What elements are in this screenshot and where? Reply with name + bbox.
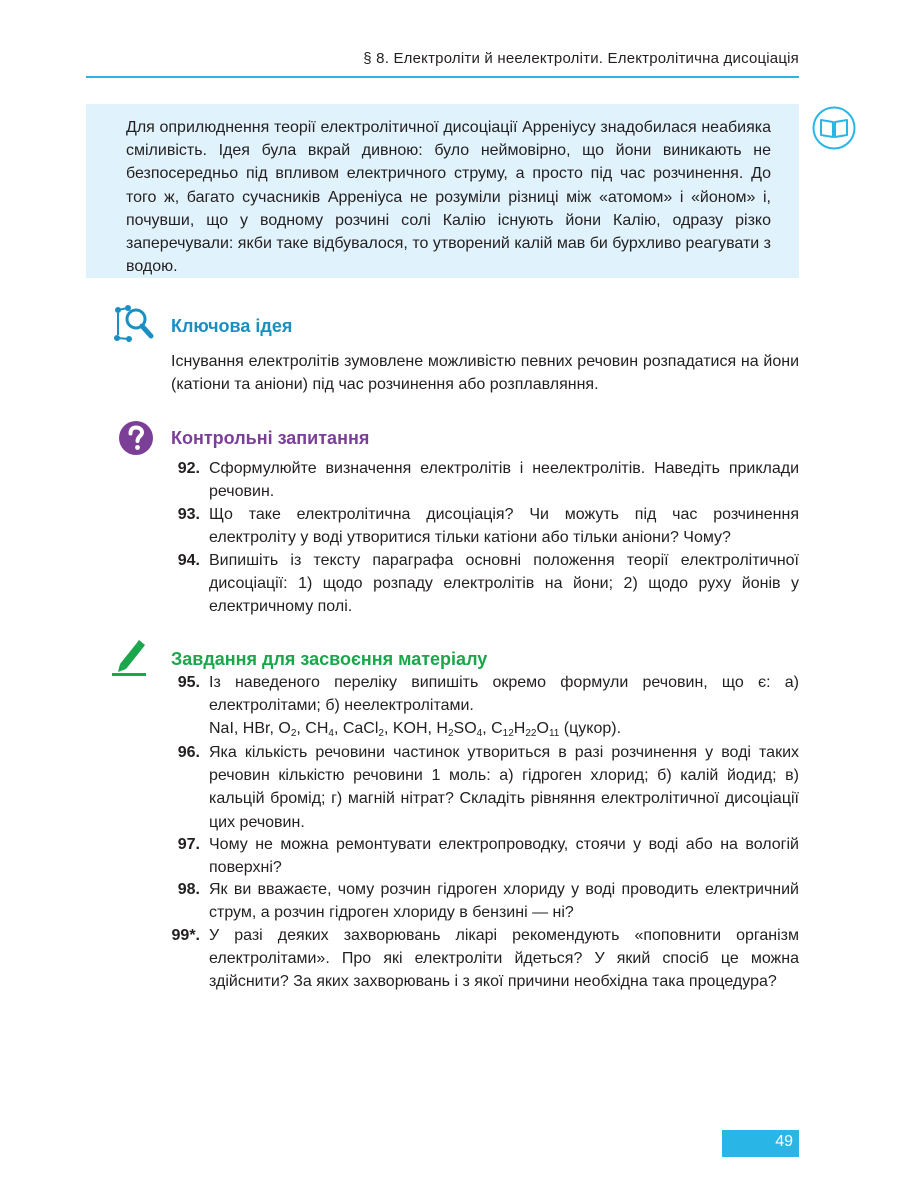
running-header: § 8. Електроліти й неелектроліти. Електролітична дисоціація: [363, 50, 799, 67]
task-item: [150, 924, 799, 994]
questions-heading: Контрольні запитання: [171, 428, 370, 448]
book-icon: [812, 106, 856, 150]
key-idea-heading: Ключова ідея: [171, 316, 293, 336]
task-number: 95.: [177, 674, 200, 691]
task-text: Чому не можна ремонтувати електропроводку, стоячи у воді або на вологій поверхні?: [209, 836, 799, 877]
question-item: [150, 503, 799, 549]
task-number: 97.: [177, 836, 200, 853]
question-text: Сформулюйте визначення електролітів і неелектролітів. Наведіть приклади речовин.: [209, 460, 799, 501]
formula-list: NaI, HBr, $O_2$, $CH_4$, CaCl$_2$, KOH, $H_2SO_4$, $C_{12}H_{22}O_{11}$ (цукор).: [209, 720, 622, 740]
magnifier-molecule-icon: [110, 303, 154, 345]
task-text: Яка кількість речовини частинок утвориться в разі розчинення у воді таких речовин кількістю речовини 1 моль: а) гідроген хлорид; б) калій йодид; в) кальцій бромід; г) магній нітрат? Складіть рівняння електролітичної дисоціації цих речовин.: [209, 744, 799, 831]
task-item: [150, 741, 799, 834]
key-idea-text: Існування електролітів зумовлене можливістю певних речовин розпадатися на йони (катіони та аніони) під час розчинення або розплавляння.: [171, 353, 799, 394]
task-item: [150, 671, 799, 741]
task-text-body: Із наведеного переліку випишіть окремо формули речовин, що є: а) електролітами; б) неелектролітами.: [209, 674, 799, 715]
question-item: [150, 549, 799, 619]
task-text: [209, 671, 799, 741]
task-number: 99*.: [171, 927, 200, 944]
question-item: [150, 457, 799, 503]
historical-note-box: [86, 104, 799, 278]
question-text: Що таке електролітична дисоціація? Чи можуть під час розчинення електроліту у воді утворитися тільки катіони або тільки аніони? Чому?: [209, 506, 799, 547]
question-mark-icon: [118, 420, 154, 456]
question-number: 92.: [177, 460, 200, 477]
question-number: 93.: [177, 506, 200, 523]
tasks-heading: Завдання для засвоєння матеріалу: [171, 649, 488, 669]
page-number: 49: [722, 1130, 799, 1157]
question-number: 94.: [177, 552, 200, 569]
task-item: [150, 833, 799, 879]
task-number: 98.: [177, 881, 200, 898]
task-text: У разі деяких захворювань лікарі рекомендують «поповнити організм електролітами». Про які електроліти йдеться? У який спосіб це можна здійснити? За яких захворювань і з якої причини необхідна така процедура?: [209, 927, 799, 991]
task-item: [150, 878, 799, 924]
task-text: Як ви вважаєте, чому розчин гідроген хлориду у воді проводить електричний струм, а розчин гідроген хлориду в бензині — ні?: [209, 881, 799, 922]
pencil-icon: [110, 638, 150, 678]
historical-note-text: Для оприлюднення теорії електролітичної дисоціації Арреніусу знадобилася неабияка сміливість. Ідея була вкрай дивною: було неймовірно, що йони виникають не безпосередньо під впливом електричного струму, а просто під час розчинення. До того ж, багато сучасників Арреніуса не розуміли різниці між «атомом» і «йоном» і, почувши, що у водному розчині солі Калію існують йони Калію, одразу різко заперечували: якби таке відбувалося, то утворений калій мав би бурхливо реагувати з водою.: [126, 119, 771, 276]
task-number: 96.: [177, 744, 200, 761]
header-divider: [86, 76, 799, 78]
question-text: Випишіть із тексту параграфа основні положення теорії електролітичної дисоціації: 1) щодо розпаду електролітів на йони; 2) щодо руху йонів у електричному полі.: [209, 552, 799, 616]
